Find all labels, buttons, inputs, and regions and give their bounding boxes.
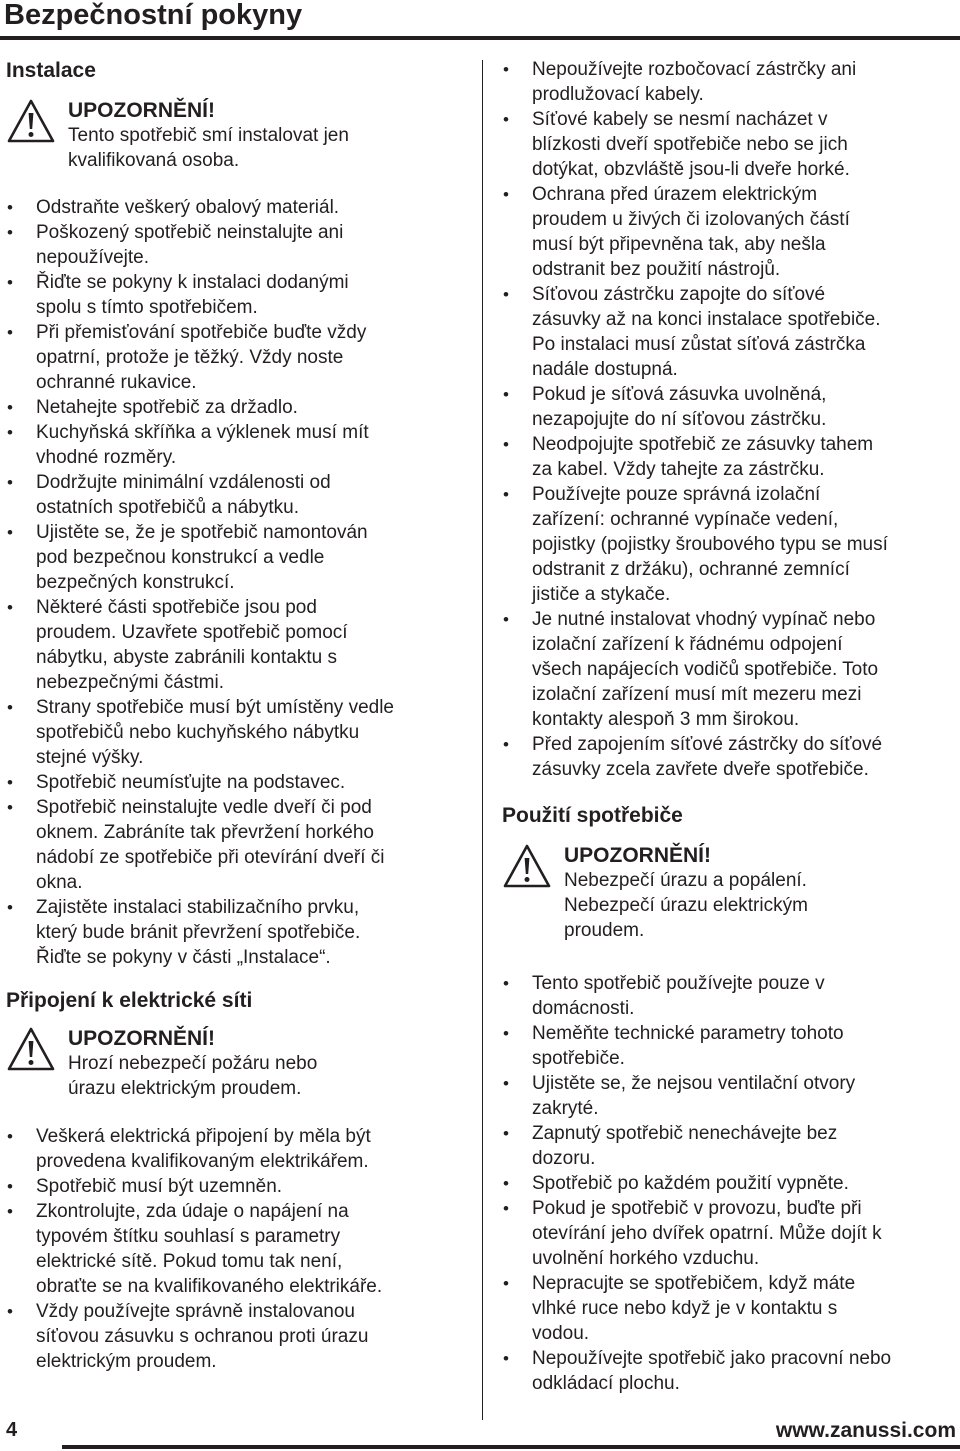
list-item-line: spotřebičů nebo kuchyňského nábytku (36, 722, 360, 743)
list-item (6, 195, 461, 220)
list-item-line: bezpečných konstrukcí. (36, 572, 235, 593)
page-title: Bezpečnostní pokyny (4, 0, 303, 31)
installation-warning-text (68, 98, 349, 173)
list-item (502, 1346, 952, 1396)
list-item-line: • Používejte pouze správná izolační (532, 484, 821, 505)
list-item-line: • Síťovou zástrčku zapojte do síťové (532, 284, 826, 305)
usage-warning-text (564, 843, 808, 943)
list-item-line: • Poškozený spotřebič neinstalujte ani (36, 222, 344, 243)
list-item-line: • Nepracujte se spotřebičem, když máte (532, 1273, 856, 1294)
list-item (6, 695, 461, 770)
warning-line: úrazu elektrickým proudem. (68, 1078, 302, 1099)
list-item-line: za kabel. Vždy tahejte za zástrčku. (532, 459, 825, 480)
list-item-line: nepoužívejte. (36, 247, 150, 268)
list-item-line: typovém štítku souhlasí s parametry (36, 1226, 341, 1247)
list-item-line: okna. (36, 872, 83, 893)
list-item (6, 320, 461, 395)
list-item (502, 1121, 952, 1171)
electrical-heading: Připojení k elektrické síti (6, 989, 253, 1012)
list-item-line: dozoru. (532, 1148, 596, 1169)
list-item (502, 57, 952, 107)
list-item-line: oknem. Zabráníte tak převržení horkého (36, 822, 374, 843)
list-item-line: • Zkontrolujte, zda údaje o napájení na (36, 1201, 349, 1222)
list-item-line: • Zapnutý spotřebič nenechávejte bez (532, 1123, 838, 1144)
list-item (502, 282, 952, 382)
site-url[interactable]: www.zanussi.com (775, 1419, 956, 1442)
list-item (502, 1196, 952, 1271)
list-item-line: stejné výšky. (36, 747, 144, 768)
list-item-line: • Před zapojením síťové zástrčky do síťové (532, 734, 883, 755)
list-item (502, 1071, 952, 1121)
list-item-line: nadále dostupná. (532, 359, 678, 380)
list-item (502, 732, 952, 782)
list-item-line: zásuvky zcela zavřete dveře spotřebiče. (532, 759, 869, 780)
list-item-line: • Dodržujte minimální vzdálenosti od (36, 472, 331, 493)
list-item (502, 1021, 952, 1071)
page-number: 4 (6, 1419, 18, 1441)
list-item (502, 182, 952, 282)
list-item-line: nábytku, abyste zabránili kontaktu s (36, 647, 338, 668)
installation-warning-title: UPOZORNĚNÍ! (68, 99, 215, 122)
list-item (6, 470, 461, 520)
list-item-line: • Ochrana před úrazem elektrickým (532, 184, 818, 205)
list-item (502, 1271, 952, 1346)
list-item-line: • Strany spotřebiče musí být umístěny vedle (36, 697, 394, 718)
list-item-line: • Neměňte technické parametry tohoto (532, 1023, 844, 1044)
list-item-line: opatrní, protože je těžký. Vždy noste (36, 347, 344, 368)
list-item-line: zásuvky až na konci instalace spotřebiče. (532, 309, 881, 330)
list-item (6, 595, 461, 695)
list-item (6, 1174, 461, 1199)
list-item-line: ochranné rukavice. (36, 372, 197, 393)
warning-line: kvalifikovaná osoba. (68, 150, 240, 171)
title-rule (0, 36, 960, 40)
list-item-line: • Spotřebič neinstalujte vedle dveří či pod (36, 797, 372, 818)
list-item-line: obraťte se na kvalifikovaného elektrikáře. (36, 1276, 383, 1297)
list-item-line: uvolnění horkého vzduchu. (532, 1248, 760, 1269)
list-item-line: • Ujistěte se, že nejsou ventilační otvory (532, 1073, 856, 1094)
warning-line: Nebezpečí úrazu a popálení. (564, 870, 807, 891)
list-item (502, 971, 952, 1021)
list-item-line: všech napájecích vodičů spotřebiče. Toto (532, 659, 879, 680)
list-item-line: • Při přemisťování spotřebiče buďte vždy (36, 322, 367, 343)
usage-warning (502, 843, 952, 943)
list-item-line: proudem u živých či izolovaných částí (532, 209, 850, 230)
list-item (6, 220, 461, 270)
list-item-line: • Spotřebič musí být uzemněn. (36, 1176, 283, 1197)
list-item-line: elektrickým proudem. (36, 1351, 217, 1372)
installation-warning (6, 98, 461, 173)
electrical-warning-title: UPOZORNĚNÍ! (68, 1027, 215, 1050)
list-item-line: • Spotřebič po každém použití vypněte. (532, 1173, 849, 1194)
list-item (502, 432, 952, 482)
list-item-line: odkládací plochu. (532, 1373, 680, 1394)
footer-rule (62, 1445, 960, 1449)
column-divider (482, 60, 483, 1420)
list-item-line: spolu s tímto spotřebičem. (36, 297, 258, 318)
warning-triangle-icon (6, 98, 56, 144)
list-item-line: • Tento spotřebič používejte pouze v (532, 973, 825, 994)
list-item (502, 607, 952, 732)
list-item-line: ostatních spotřebičů a nábytku. (36, 497, 299, 518)
list-item-line: • Vždy používejte správně instalovanou (36, 1301, 355, 1322)
installation-heading: Instalace (6, 59, 96, 82)
list-item (6, 1124, 461, 1174)
warning-line: Nebezpečí úrazu elektrickým (564, 895, 808, 916)
list-item-line: Po instalaci musí zůstat síťová zástrčka (532, 334, 866, 355)
list-item-line: kontakty alespoň 3 mm širokou. (532, 709, 800, 730)
list-item (6, 795, 461, 895)
right-column (502, 57, 952, 1396)
electrical-warning (6, 1026, 461, 1101)
list-item-line: nezapojujte do ní síťovou zástrčku. (532, 409, 827, 430)
list-item (6, 1199, 461, 1299)
list-item-line: izolační zařízení k řádnému odpojení (532, 634, 843, 655)
electrical-list (6, 1124, 461, 1374)
list-item-line: otevírání jeho dvířek opatrní. Může dojít k (532, 1223, 882, 1244)
usage-list (502, 971, 952, 1396)
warning-triangle-icon (502, 843, 552, 889)
list-item-line: • Odstraňte veškerý obalový materiál. (36, 197, 340, 218)
list-item-line: blízkosti dveří spotřebiče nebo se jich (532, 134, 848, 155)
list-item-line: Řiďte se pokyny v části „Instalace“. (36, 947, 331, 968)
list-item-line: zakryté. (532, 1098, 599, 1119)
list-item-line: nebezpečnými částmi. (36, 672, 224, 693)
list-item-line: • Některé části spotřebiče jsou pod (36, 597, 317, 618)
list-item-line: prodlužovací kabely. (532, 84, 704, 105)
list-item (6, 895, 461, 970)
list-item (6, 420, 461, 470)
list-item (6, 270, 461, 320)
list-item-line: proudem. Uzavřete spotřebič pomocí (36, 622, 348, 643)
list-item (6, 1299, 461, 1374)
list-item (502, 482, 952, 607)
list-item-line: • Síťové kabely se nesmí nacházet v (532, 109, 828, 130)
list-item-line: • Nepoužívejte rozbočovací zástrčky ani (532, 59, 857, 80)
list-item-line: • Pokud je spotřebič v provozu, buďte při (532, 1198, 862, 1219)
warning-triangle-icon (6, 1026, 56, 1072)
usage-warning-title: UPOZORNĚNÍ! (564, 844, 711, 867)
warning-line: Hrozí nebezpečí požáru nebo (68, 1053, 318, 1074)
list-item-line: pod bezpečnou konstrukcí a vedle (36, 547, 325, 568)
list-item-line: • Zajistěte instalaci stabilizačního prvku, (36, 897, 360, 918)
list-item-line: spotřebiče. (532, 1048, 625, 1069)
list-item-line: • Ujistěte se, že je spotřebič namontován (36, 522, 368, 543)
list-item-line: domácnosti. (532, 998, 635, 1019)
list-item-line: vodou. (532, 1323, 590, 1344)
list-item-line: • Je nutné instalovat vhodný vypínač nebo (532, 609, 876, 630)
list-item (502, 382, 952, 432)
list-item-line: izolační zařízení musí mít mezeru mezi (532, 684, 862, 705)
usage-heading: Použití spotřebiče (502, 804, 683, 827)
list-item-line: musí být připevněna tak, aby nešla (532, 234, 826, 255)
list-item-line: vlhké ruce nebo když je v kontaktu s (532, 1298, 838, 1319)
warning-line: proudem. (564, 920, 645, 941)
list-item-line: dotýkat, obzvláště jsou-li dveře horké. (532, 159, 850, 180)
list-item-line: odstranit z držáku), ochranné zemnící (532, 559, 850, 580)
list-item (6, 395, 461, 420)
list-item-line: • Veškerá elektrická připojení by měla být (36, 1126, 371, 1147)
list-item-line: pojistky (pojistky šroubového typu se musí (532, 534, 888, 555)
installation-list (6, 195, 461, 970)
list-item-line: zařízení: ochranné vypínače vedení, (532, 509, 839, 530)
list-item-line: • Nepoužívejte spotřebič jako pracovní nebo (532, 1348, 892, 1369)
list-item-line: • Pokud je síťová zásuvka uvolněná, (532, 384, 827, 405)
list-item-line: • Neodpojujte spotřebič ze zásuvky tahem (532, 434, 874, 455)
list-item-line: síťovou zásuvku s ochranou proti úrazu (36, 1326, 369, 1347)
list-item-line: odstranit bez použití nástrojů. (532, 259, 781, 280)
list-item-line: který bude bránit převržení spotřebiče. (36, 922, 361, 943)
list-item (502, 1171, 952, 1196)
list-item-line: • Kuchyňská skříňka a výklenek musí mít (36, 422, 369, 443)
warning-line: Tento spotřebič smí instalovat jen (68, 125, 349, 146)
list-item (6, 520, 461, 595)
list-item-line: provedena kvalifikovaným elektrikářem. (36, 1151, 369, 1172)
electrical-list-continued (502, 57, 952, 782)
list-item-line: elektrické sítě. Pokud tomu tak není, (36, 1251, 343, 1272)
list-item-line: jističe a stykače. (532, 584, 671, 605)
list-item-line: • Spotřebič neumísťujte na podstavec. (36, 772, 346, 793)
left-column (6, 57, 461, 1374)
list-item-line: • Netahejte spotřebič za držadlo. (36, 397, 298, 418)
list-item-line: • Řiďte se pokyny k instalaci dodanými (36, 272, 349, 293)
list-item-line: vhodné rozměry. (36, 447, 177, 468)
list-item (6, 770, 461, 795)
electrical-warning-text (68, 1026, 317, 1101)
list-item-line: nádobí ze spotřebiče při otevírání dveří či (36, 847, 385, 868)
list-item (502, 107, 952, 182)
